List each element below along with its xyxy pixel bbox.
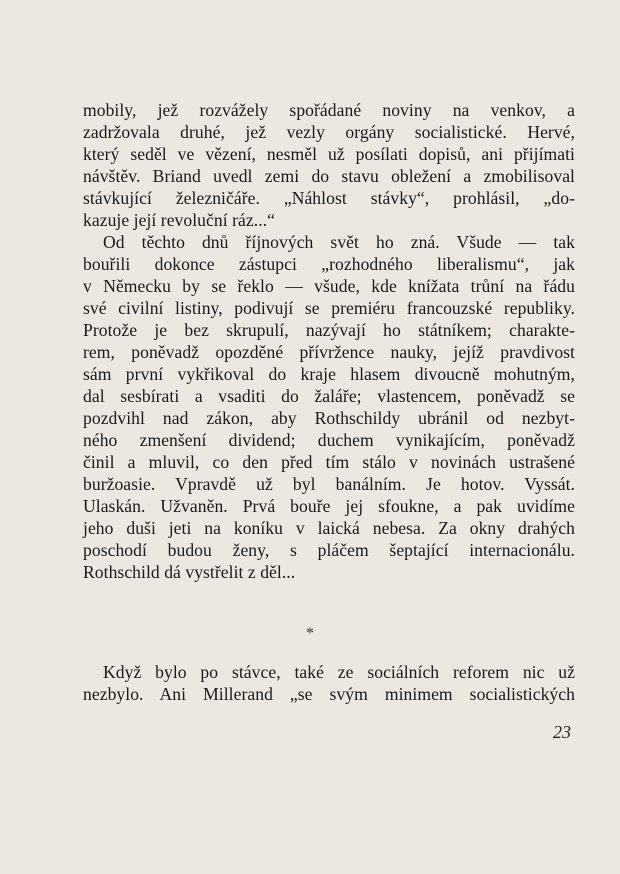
- text-line: Protože je bez skrupulí, nazývají ho státníkem; charakte-: [83, 320, 575, 340]
- text-line: své civilní listiny, podivují se premiéru francouzské republiky.: [83, 298, 575, 318]
- text-line: bouřili dokonce zástupci „rozhodného liberalismu“, jak: [83, 254, 575, 274]
- text-line: zadržovala druhé, jež vezly orgány socialistické. Hervé,: [83, 122, 575, 142]
- text-line: Když bylo po stávce, také ze sociálních reforem nic už: [103, 662, 575, 682]
- text-line: který seděl ve vězení, nesměl už posílati dopisů, ani přijímati: [83, 144, 575, 164]
- text-line: nezbylo. Ani Millerand „se svým minimem socialistických: [83, 684, 575, 704]
- section-separator: *: [306, 625, 314, 642]
- text-line: poschodí budou ženy, s pláčem šeptající internacionálu.: [83, 540, 575, 560]
- text-line: buržoasie. Vpravdě už byl banálním. Je hotov. Vyssát.: [83, 474, 575, 494]
- text-line: činil a mluvil, co den před tím stálo v novinách ustrašené: [83, 452, 575, 472]
- text-line: sám první vykřikoval do kraje hlasem divoucně mohutným,: [83, 364, 575, 384]
- continued-text: [83, 661, 575, 705]
- text-line: pozdvihl nad zákon, aby Rothschildy ubránil od nezbyt-: [83, 408, 575, 428]
- page-number: 23: [553, 722, 571, 742]
- text-line: ného zmenšení dividend; duchem vynikajícím, poněvadž: [83, 430, 575, 450]
- text-line: kazuje její revoluční ráz...“: [83, 210, 275, 230]
- text-line: jeho duši jeti na koníku v laická nebesa. Za okny drahých: [83, 518, 575, 538]
- text-line: návštěv. Briand uvedl zemi do stavu obležení a zmobilisoval: [83, 166, 575, 186]
- main-text: [83, 99, 575, 583]
- text-line: Rothschild dá vystřelit z děl...: [83, 562, 296, 582]
- text-line: stávkující železničáře. „Náhlost stávky“, prohlásil, „do-: [83, 188, 575, 208]
- text-line: rem, poněvadž opozděné přívržence nauky, jejíž pravdivost: [83, 342, 575, 362]
- text-line: v Německu by se řeklo — všude, kde knížata trůní na řádu: [83, 276, 575, 296]
- text-line: mobily, jež rozvážely spořádané noviny na venkov, a: [83, 100, 575, 120]
- text-line: dal sesbírati a vsaditi do žaláře; vlastencem, poněvadž se: [83, 386, 575, 406]
- text-line: Ulaskán. Užvaněn. Prvá bouře jej sfoukne, a pak uvidíme: [83, 496, 575, 516]
- text-line: Od těchto dnů říjnových svět ho zná. Všude — tak: [103, 232, 575, 252]
